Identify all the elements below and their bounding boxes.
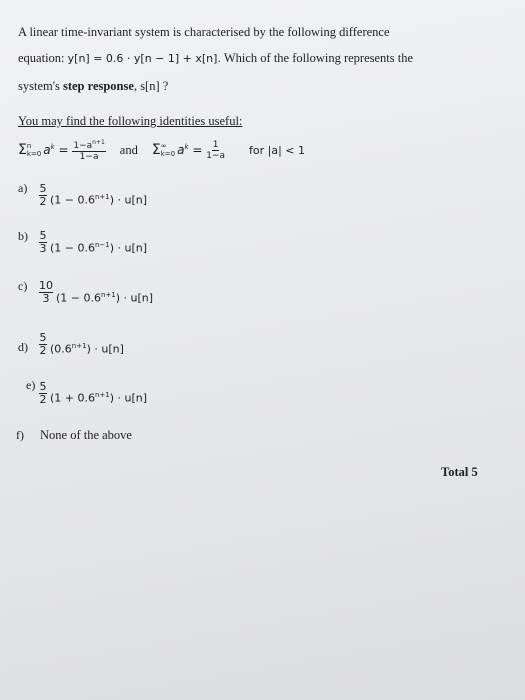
coefficient: 5 2	[39, 380, 47, 406]
total-marks: Total 5	[441, 465, 478, 479]
coefficient: 5 2	[39, 182, 47, 208]
option-expression: $(1 - 0.6^{n+1}) \cdot u[n]$	[50, 193, 148, 207]
question-line-2: equation: y[n] = 0.6 · y[n − 1] + x[n]. Which of the following represents the	[18, 51, 414, 65]
exam-page: A linear time-invariant system is characterised by the following difference equation: y[n] = 0.6 · y[n − 1] + x[n]. Which of the following represents the system's step response, s[n] ? You may find the following identities useful: Σ n k=0 $a^k$ = $\frac{1-a^{n+1}}{1-a}$ and Σ ∞ k=0 $a^k$ = $\frac{1}{1-a}$ for |a| < 1 a) 5 2 $(1 - 0.6^{n+1}) \cdot u[n]$ b) 5 3 $(1 - 0.6^{n-1}) \cdot u[n]$ c) 10 3 $(1 - 0.6^{n+1}) \cdot u[n]$ d) 5 2 $(0.6^{n+1}) \cdot u[n]$ e) 5 2 $(1 + 0.6^{n+1}) \cdot u[n]$ f) None of the above Total 5	[16, 25, 478, 479]
option-expression: $(1 - 0.6^{n-1}) \cdot u[n]$	[50, 241, 148, 255]
identities-row	[18, 138, 305, 162]
option-text: None of the above	[40, 428, 132, 442]
coefficient: 5 2	[39, 331, 47, 357]
sum-infinite: Σ ∞ k=0 $a^k$ = $\frac{1}{1-a}$	[151, 139, 225, 161]
question-line-3: system's step response, s[n] ?	[18, 79, 169, 93]
question-line-1: A linear time-invariant system is characterised by the following difference	[18, 25, 390, 39]
option-expression: $(1 - 0.6^{n+1}) \cdot u[n]$	[56, 291, 154, 305]
option-expression: $(1 + 0.6^{n+1}) \cdot u[n]$	[50, 391, 148, 405]
option-expression: $(0.6^{n+1}) \cdot u[n]$	[50, 342, 124, 356]
identities-intro: You may find the following identities useful:	[18, 114, 243, 128]
condition-text: for |a| < 1	[249, 143, 305, 157]
coefficient: 5 3	[39, 229, 47, 255]
difference-equation: y[n] = 0.6 · y[n − 1] + x[n].	[67, 52, 221, 65]
and-text: and	[119, 142, 138, 157]
coefficient: 10 3	[39, 279, 53, 305]
sum-finite: Σ n k=0 $a^k$ = $\frac{1-a^{n+1}}{1-a}$	[18, 139, 105, 162]
